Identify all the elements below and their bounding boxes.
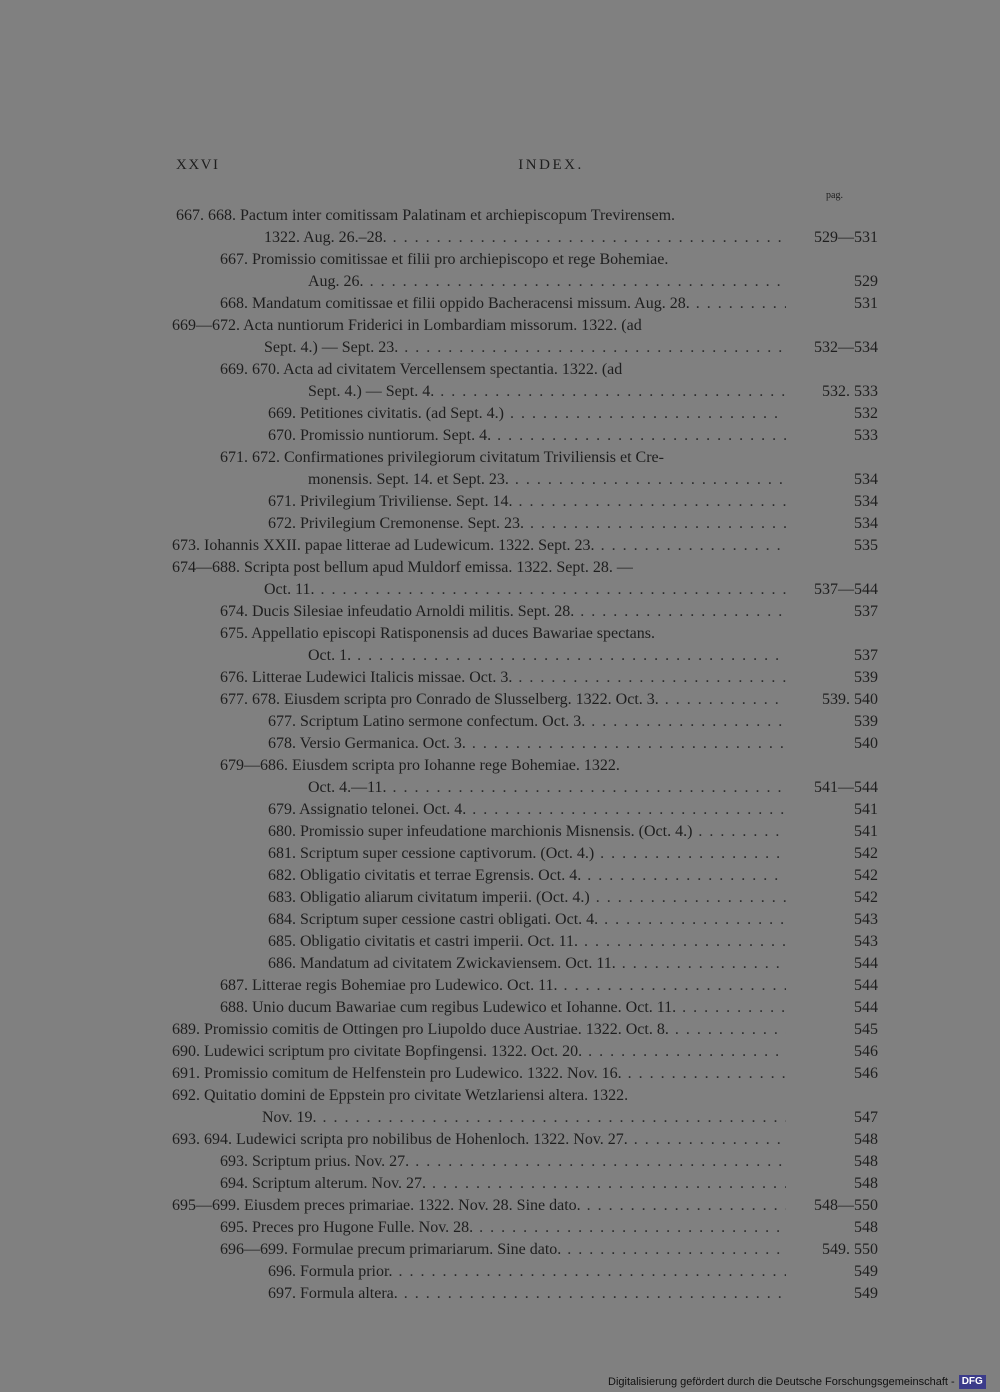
- entry-text-span: 671. 672. Confirmationes privilegiorum civitatum Triviliensis et Cre-: [220, 449, 664, 466]
- page-column-label: pag.: [826, 190, 843, 201]
- entry-text-span: 696. Formula prior.: [268, 1263, 393, 1280]
- entry-text: [308, 645, 786, 667]
- index-entry-line: [0, 271, 1000, 293]
- entry-page-ref: 539: [854, 669, 878, 686]
- entry-text: [268, 513, 786, 535]
- leader-dots: [512, 667, 786, 689]
- index-entry-line: [0, 887, 1000, 909]
- index-entry-line: [0, 315, 1000, 337]
- index-entry-line: [0, 359, 1000, 381]
- entry-text: [264, 227, 786, 249]
- entry-text-span: 693. 694. Ludewici scripta pro nobilibus de Hohenloch. 1322. Nov. 27.: [172, 1131, 628, 1148]
- entry-text: [220, 293, 786, 315]
- entry-text: [220, 667, 786, 689]
- index-entry-line: [0, 1085, 1000, 1107]
- index-entry-line: [0, 1129, 1000, 1151]
- entry-text-span: 683. Obligatio aliarum civitatum imperii. (Oct. 4.): [268, 889, 590, 906]
- leader-dots: [628, 1129, 786, 1151]
- index-entry-line: [0, 205, 1000, 227]
- index-entry-line: [0, 865, 1000, 887]
- entry-text-span: 671. Privilegium Triviliense. Sept. 14.: [268, 493, 513, 510]
- leader-dots: [581, 865, 786, 887]
- entry-text-span: 677. Scriptum Latino sermone confectum. Oct. 3.: [268, 713, 586, 730]
- leader-dots: [578, 931, 786, 953]
- entry-text: [220, 359, 786, 381]
- leader-dots: [574, 601, 786, 623]
- entry-page-ref: 542: [854, 889, 878, 906]
- entry-text-span: 673. Iohannis XXII. papae litterae ad Ludewicum. 1322. Sept. 23.: [172, 537, 595, 554]
- leader-dots: [561, 1239, 786, 1261]
- entry-text-span: 669—672. Acta nuntiorum Friderici in Lombardiam missorum. 1322. (ad: [172, 317, 642, 334]
- leader-dots: [426, 1173, 786, 1195]
- entry-text-span: Sept. 4.) — Sept. 23.: [264, 339, 399, 356]
- leader-dots: [473, 1217, 786, 1239]
- entry-text: [268, 711, 786, 733]
- leader-dots: [398, 337, 786, 359]
- entry-page-ref: 534: [854, 471, 878, 488]
- leader-dots: [392, 1261, 786, 1283]
- entry-text: [268, 799, 786, 821]
- entry-page-ref: 542: [854, 867, 878, 884]
- leader-dots: [590, 887, 786, 909]
- entry-text: [268, 931, 786, 953]
- index-entry-line: [0, 821, 1000, 843]
- leader-dots: [434, 381, 786, 403]
- index-entry-line: [0, 381, 1000, 403]
- entry-text-span: 681. Scriptum super cessione captivorum. (Oct. 4.): [268, 845, 595, 862]
- leader-dots: [558, 975, 786, 997]
- index-entry-line: [0, 1195, 1000, 1217]
- entry-page-ref: 543: [854, 933, 878, 950]
- index-entry-line: [0, 1261, 1000, 1283]
- entry-text-span: 672. Privilegium Cremonense. Sept. 23.: [268, 515, 524, 532]
- index-entry-line: [0, 1239, 1000, 1261]
- entry-text-span: 679. Assignatio telonei. Oct. 4.: [268, 801, 467, 818]
- entry-text: [268, 865, 786, 887]
- entry-page-ref: 537: [854, 603, 878, 620]
- entry-text: [308, 381, 786, 403]
- index-entry-line: [0, 645, 1000, 667]
- entry-text-span: Oct. 11.: [264, 581, 315, 598]
- entry-text-span: 689. Promissio comitis de Ottingen pro Liupoldo duce Austriae. 1322. Oct. 8.: [172, 1021, 669, 1038]
- entry-page-ref: 535: [854, 537, 878, 554]
- index-entry-line: [0, 1283, 1000, 1305]
- entry-page-ref: 534: [854, 515, 878, 532]
- entry-text-span: Sept. 4.) — Sept. 4.: [308, 383, 435, 400]
- index-entry-line: [0, 1173, 1000, 1195]
- index-entry-line: [0, 777, 1000, 799]
- leader-dots: [466, 799, 786, 821]
- entry-text: [220, 623, 786, 645]
- index-entry-line: [0, 953, 1000, 975]
- page-title: INDEX.: [518, 157, 584, 173]
- leader-dots: [582, 1041, 786, 1063]
- index-entry-line: [0, 249, 1000, 271]
- leader-dots: [315, 579, 786, 601]
- leader-dots: [594, 843, 786, 865]
- entry-text-span: Oct. 4.—11.: [308, 779, 387, 796]
- entry-text-span: 691. Promissio comitum de Helfenstein pro Ludewico. 1322. Nov. 16.: [172, 1065, 622, 1082]
- entry-page-ref: 547: [854, 1109, 878, 1126]
- entry-page-ref: 546: [854, 1043, 878, 1060]
- entry-text-span: 669. Petitiones civitatis. (ad Sept. 4.): [268, 405, 504, 422]
- entry-page-ref: 541—544: [814, 779, 878, 796]
- entry-text-span: 1322. Aug. 26.–28.: [264, 229, 387, 246]
- index-entry-line: [0, 337, 1000, 359]
- entry-text: [172, 1129, 786, 1151]
- entry-text: [172, 315, 786, 337]
- entry-page-ref: 549: [854, 1263, 878, 1280]
- leader-dots: [524, 513, 786, 535]
- entry-text: [172, 1085, 786, 1107]
- leader-dots: [669, 1019, 786, 1041]
- entry-text: [268, 843, 786, 865]
- entry-text: [308, 777, 786, 799]
- entry-text: [172, 1041, 786, 1063]
- leader-dots: [387, 777, 786, 799]
- entry-text: [268, 491, 786, 513]
- entry-text-span: 667. 668. Pactum inter comitissam Palatinam et archiepiscopum Trevirensem.: [176, 207, 676, 224]
- index-entry-line: [0, 491, 1000, 513]
- entry-page-ref: 541: [854, 823, 878, 840]
- entry-page-ref: 544: [854, 955, 878, 972]
- leader-dots: [622, 1063, 786, 1085]
- leader-dots: [387, 227, 786, 249]
- entry-page-ref: 543: [854, 911, 878, 928]
- entry-page-ref: 542: [854, 845, 878, 862]
- entry-page-ref: 548: [854, 1219, 878, 1236]
- index-entry-line: [0, 997, 1000, 1019]
- entry-text-span: 682. Obligatio civitatis et terrae Egrensis. Oct. 4.: [268, 867, 582, 884]
- leader-dots: [317, 1107, 786, 1129]
- entry-text-span: 688. Unio ducum Bawariae cum regibus Ludewico et Iohanne. Oct. 11.: [220, 999, 677, 1016]
- entry-text: [172, 535, 786, 557]
- entry-text-span: 687. Litterae regis Bohemiae pro Ludewico. Oct. 11.: [220, 977, 558, 994]
- entry-text: [220, 1173, 786, 1195]
- entry-text: [172, 1063, 786, 1085]
- index-entry-line: [0, 689, 1000, 711]
- entry-page-ref: 544: [854, 977, 878, 994]
- index-entry-line: [0, 293, 1000, 315]
- leader-dots: [504, 403, 786, 425]
- entry-text-span: Nov. 19.: [262, 1109, 317, 1126]
- index-entry-line: [0, 469, 1000, 491]
- entry-page-ref: 548—550: [814, 1197, 878, 1214]
- entry-page-ref: 544: [854, 999, 878, 1016]
- entry-text-span: 668. Mandatum comitissae et filii oppido Bacheracensi missum. Aug. 28.: [220, 295, 690, 312]
- entry-text-span: 685. Obligatio civitatis et castri imperii. Oct. 11.: [268, 933, 579, 950]
- entry-text-span: 696—699. Formulae precum primariarum. Sine dato.: [220, 1241, 562, 1258]
- entry-text-span: 679—686. Eiusdem scripta pro Iohanne rege Bohemiae. 1322.: [220, 757, 620, 774]
- leader-dots: [585, 711, 786, 733]
- index-entry-line: [0, 557, 1000, 579]
- index-entry-line: [0, 975, 1000, 997]
- leader-dots: [581, 1195, 786, 1217]
- entry-text: [308, 271, 786, 293]
- entry-text: [308, 469, 786, 491]
- entry-text: [268, 733, 786, 755]
- entry-text: [220, 997, 786, 1019]
- page-number: XXVI: [176, 157, 220, 173]
- entry-page-ref: 529: [854, 273, 878, 290]
- leader-dots: [364, 271, 786, 293]
- entry-text: [172, 1195, 786, 1217]
- entry-text-span: 678. Versio Germanica. Oct. 3.: [268, 735, 466, 752]
- leader-dots: [659, 689, 786, 711]
- entry-text: [220, 975, 786, 997]
- index-entry-line: [0, 1063, 1000, 1085]
- leader-dots: [409, 1151, 786, 1173]
- entry-text-span: 669. 670. Acta ad civitatem Vercellensem spectantia. 1322. (ad: [220, 361, 623, 378]
- index-entry-line: [0, 733, 1000, 755]
- index-entry-line: [0, 513, 1000, 535]
- entry-page-ref: 546: [854, 1065, 878, 1082]
- leader-dots: [692, 821, 786, 843]
- entry-page-ref: 540: [854, 735, 878, 752]
- entry-text-span: 695—699. Eiusdem preces primariae. 1322. Nov. 28. Sine dato.: [172, 1197, 581, 1214]
- index-entry-line: [0, 667, 1000, 689]
- entry-page-ref: 532. 533: [822, 383, 878, 400]
- index-entry-line: [0, 601, 1000, 623]
- entry-text-span: 690. Ludewici scriptum pro civitate Bopfingensi. 1322. Oct. 20.: [172, 1043, 583, 1060]
- index-entry-line: [0, 931, 1000, 953]
- footer-text: Digitalisierung gefördert durch die Deutsche Forschungsgemeinschaft -: [608, 1376, 955, 1388]
- entry-text-span: 674—688. Scripta post bellum apud Muldorf emissa. 1322. Sept. 28. —: [172, 559, 633, 576]
- index-entry-line: [0, 799, 1000, 821]
- dfg-logo-icon: DFG: [959, 1375, 986, 1389]
- leader-dots: [509, 469, 786, 491]
- leader-dots: [595, 535, 786, 557]
- leader-dots: [598, 909, 786, 931]
- leader-dots: [676, 997, 786, 1019]
- entry-page-ref: 545: [854, 1021, 878, 1038]
- index-entry-line: [0, 1041, 1000, 1063]
- entry-text: [220, 249, 786, 271]
- entry-text: [220, 447, 786, 469]
- leader-dots: [351, 645, 786, 667]
- entry-text-span: 667. Promissio comitissae et filii pro archiepiscopo et rege Bohemiae.: [220, 251, 669, 268]
- index-entry-line: [0, 1217, 1000, 1239]
- entry-page-ref: 534: [854, 493, 878, 510]
- entry-text-span: 680. Promissio super infeudatione marchionis Misnensis. (Oct. 4.): [268, 823, 693, 840]
- entry-text-span: 697. Formula altera.: [268, 1285, 398, 1302]
- entry-text-span: Oct. 1.: [308, 647, 352, 664]
- entry-text: [268, 1283, 786, 1305]
- entry-text: [220, 1217, 786, 1239]
- entry-page-ref: 539: [854, 713, 878, 730]
- entry-text: [268, 953, 786, 975]
- index-entry-line: [0, 579, 1000, 601]
- entry-text-span: 670. Promissio nuntiorum. Sept. 4.: [268, 427, 492, 444]
- entry-page-ref: 532—534: [814, 339, 878, 356]
- entry-text: [268, 887, 786, 909]
- entry-text: [268, 1261, 786, 1283]
- entry-text: [268, 821, 786, 843]
- footer: [608, 1373, 986, 1391]
- entry-text: [220, 1151, 786, 1173]
- entry-text-span: 675. Appellatio episcopi Ratisponensis ad duces Bawariae spectans.: [220, 625, 656, 642]
- entry-page-ref: 533: [854, 427, 878, 444]
- entry-text-span: 684. Scriptum super cessione castri obligati. Oct. 4.: [268, 911, 599, 928]
- entry-text-span: 694. Scriptum alterum. Nov. 27.: [220, 1175, 427, 1192]
- entry-page-ref: 537—544: [814, 581, 878, 598]
- entry-text-span: monensis. Sept. 14. et Sept. 23.: [308, 471, 509, 488]
- index-entry-line: [0, 909, 1000, 931]
- entry-page-ref: 531: [854, 295, 878, 312]
- index-entry-line: [0, 843, 1000, 865]
- entry-page-ref: 539. 540: [822, 691, 878, 708]
- entry-text: [172, 1019, 786, 1041]
- index-entry-line: [0, 1019, 1000, 1041]
- leader-dots: [512, 491, 786, 513]
- page-header: [176, 157, 876, 181]
- index-entry-line: [0, 425, 1000, 447]
- entry-page-ref: 548: [854, 1131, 878, 1148]
- entry-page-ref: 537: [854, 647, 878, 664]
- entry-text-span: 692. Quitatio domini de Eppstein pro civitate Wetzlariensi altera. 1322.: [172, 1087, 629, 1104]
- entry-page-ref: 541: [854, 801, 878, 818]
- entry-page-ref: 548: [854, 1153, 878, 1170]
- leader-dots: [690, 293, 786, 315]
- entry-page-ref: 548: [854, 1175, 878, 1192]
- entry-text-span: 695. Preces pro Hugone Fulle. Nov. 28.: [220, 1219, 474, 1236]
- entry-text: [268, 909, 786, 931]
- entry-text-span: 693. Scriptum prius. Nov. 27.: [220, 1153, 410, 1170]
- leader-dots: [398, 1283, 786, 1305]
- index-entry-line: [0, 1151, 1000, 1173]
- entry-text: [176, 205, 786, 227]
- entry-text: [220, 755, 786, 777]
- index-entry-line: [0, 711, 1000, 733]
- entry-text: [220, 689, 786, 711]
- index-entry-line: [0, 447, 1000, 469]
- entry-page-ref: 549: [854, 1285, 878, 1302]
- entry-text: [220, 1239, 786, 1261]
- entry-text-span: 686. Mandatum ad civitatem Zwickaviensem. Oct. 11.: [268, 955, 616, 972]
- entry-text: [262, 1107, 786, 1129]
- entry-text-span: 674. Ducis Silesiae infeudatio Arnoldi militis. Sept. 28.: [220, 603, 575, 620]
- index-entry-line: [0, 403, 1000, 425]
- entry-text-span: 677. 678. Eiusdem scripta pro Conrado de Slusselberg. 1322. Oct. 3.: [220, 691, 659, 708]
- entry-page-ref: 549. 550: [822, 1241, 878, 1258]
- leader-dots: [466, 733, 786, 755]
- index-entry-line: [0, 755, 1000, 777]
- index-entry-line: [0, 1107, 1000, 1129]
- leader-dots: [616, 953, 786, 975]
- entry-text: [264, 579, 786, 601]
- index-entry-line: [0, 623, 1000, 645]
- entry-text-span: Aug. 26.: [308, 273, 364, 290]
- entry-text-span: 676. Litterae Ludewici Italicis missae. Oct. 3.: [220, 669, 513, 686]
- entry-text: [264, 337, 786, 359]
- leader-dots: [491, 425, 786, 447]
- entry-text: [268, 403, 786, 425]
- entry-page-ref: 529—531: [814, 229, 878, 246]
- index-entry-line: [0, 227, 1000, 249]
- entry-text: [172, 557, 786, 579]
- index-entry-line: [0, 535, 1000, 557]
- entry-text: [220, 601, 786, 623]
- entry-text: [268, 425, 786, 447]
- entry-page-ref: 532: [854, 405, 878, 422]
